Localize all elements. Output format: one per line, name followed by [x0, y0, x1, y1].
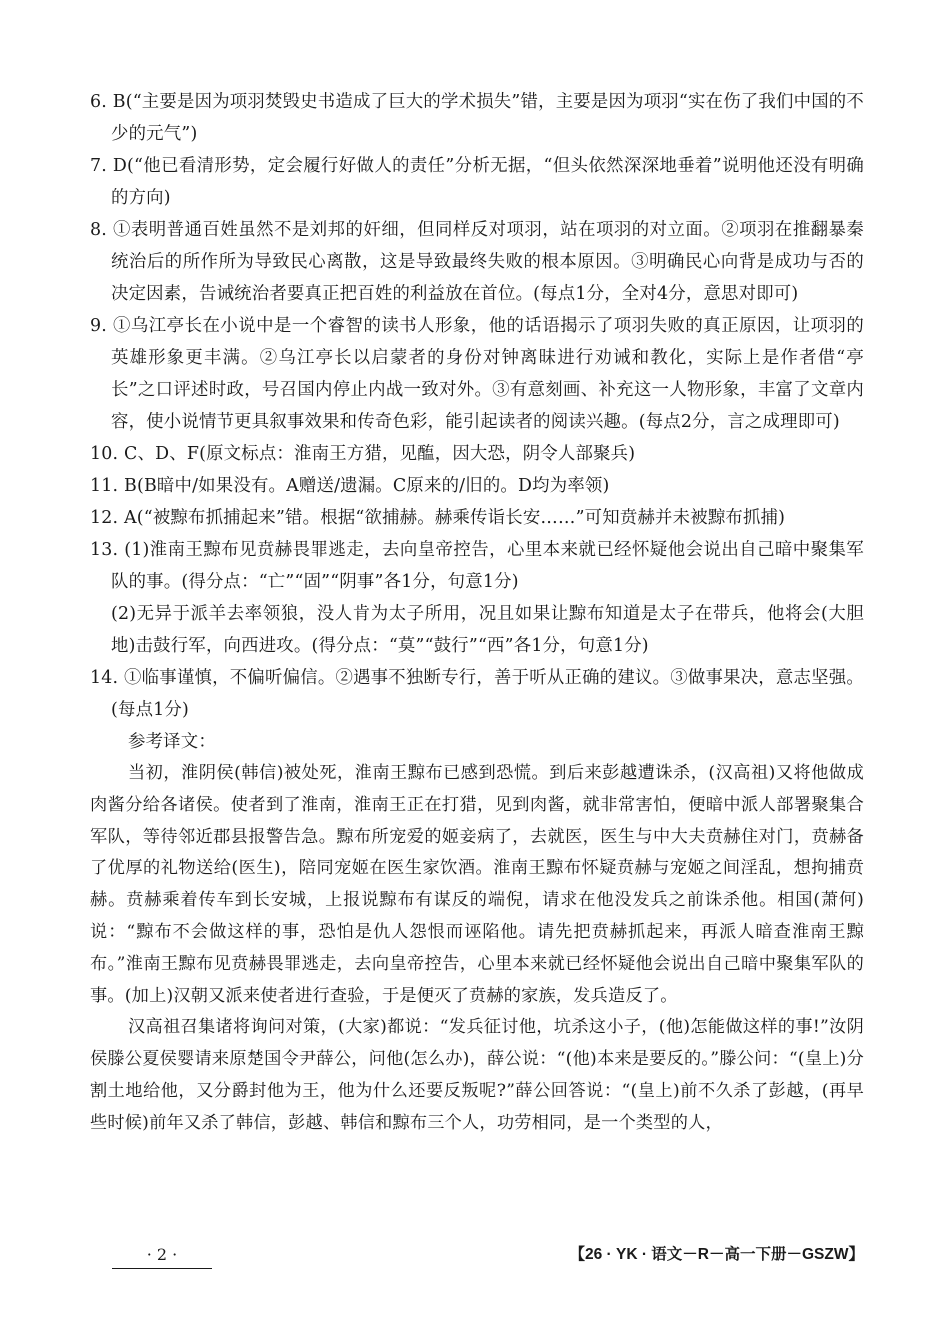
answer-7: 7. D(“他已看清形势，定会履行好做人的责任”分析无据，“但头依然深深地垂着”说明他还没有明确的方向)	[90, 156, 864, 208]
document-code: 【26 · YK · 语文－R－高一下册－GSZW】	[569, 1246, 864, 1263]
answer-10: 10. C、D、F(原文标点：淮南王方猎，见醢，因大恐，阴令人部聚兵)	[90, 444, 636, 464]
answer-13-part-2: (2)无异于派羊去率领狼，没人肯为太子所用，况且如果让黥布知道是太子在带兵，他将会(大胆地)击鼓行军，向西进攻。(得分点：“莫”“鼓行”“西”各1分，句意1分)	[111, 604, 864, 656]
answer-12: 12. A(“被黥布抓捕起来”错。根据“欲捕赫。赫乘传诣长安……”可知贲赫并未被黥布抓捕)	[90, 508, 786, 528]
answer-8: 8. ①表明普通百姓虽然不是刘邦的奸细，但同样反对项羽，站在项羽的对立面。②项羽在推翻暴秦统治后的所作所为导致民心离散，这是导致最终失败的根本原因。③明确民心向背是成功与否的决定因素，告诫统治者要真正把百姓的利益放在首位。(每点1分，全对4分，意思对即可)	[90, 220, 864, 304]
answer-9: 9. ①乌江亭长在小说中是一个睿智的读书人形象，他的话语揭示了项羽失败的真正原因，让项羽的英雄形象更丰满。②乌江亭长以启蒙者的身份对钟离昧进行劝诫和教化，实际上是作者借“亭长”之口评述时政，号召国内停止内战一致对外。③有意刻画、补充这一人物形象，丰富了文章内容，使小说情节更具叙事效果和传奇色彩，能引起读者的阅读兴趣。(每点2分，言之成理即可)	[90, 316, 864, 432]
answer-14: 14. ①临事谨慎，不偏听偏信。②遇事不独断专行，善于听从正确的建议。③做事果决，意志坚强。(每点1分)	[90, 668, 864, 720]
answer-6: 6. B(“主要是因为项羽焚毁史书造成了巨大的学术损失”错，主要是因为项羽“实在伤了我们中国的不少的元气”)	[90, 92, 864, 144]
translation-paragraph-2: 汉高祖召集诸将询问对策，(大家)都说：“发兵征讨他，坑杀这小子，(他)怎能做这样的事!”汝阴侯滕公夏侯婴请来原楚国令尹薛公，问他(怎么办)，薛公说：“(他)本来是要反的。”滕公问：“(皇上)分割土地给他，又分爵封他为王，他为什么还要反叛呢?”薛公回答说：“(皇上)前不久杀了彭越，(再早些时候)前年又杀了韩信，彭越、韩信和黥布三个人，功劳相同，是一个类型的人，	[90, 1017, 864, 1133]
answer-13-part-1: 13. (1)淮南王黥布见贲赫畏罪逃走，去向皇帝控告，心里本来就已经怀疑他会说出自己暗中聚集军队的事。(得分点：“亡”“固”“阴事”各1分，句意1分)	[90, 540, 864, 592]
answer-content	[90, 86, 864, 1140]
translation-paragraph-1: 当初，淮阴侯(韩信)被处死，淮南王黥布已感到恐慌。到后来彭越遭诛杀，(汉高祖)又将他做成肉酱分给各诸侯。使者到了淮南，淮南王正在打猎，见到肉酱，就非常害怕，便暗中派人部署聚集合军队，等待邻近郡县报警告急。黥布所宠爱的姬妾病了，去就医，医生与中大夫贲赫住对门，贲赫备了优厚的礼物送给(医生)，陪同宠姬在医生家饮酒。淮南王黥布怀疑贲赫与宠姬之间淫乱，想拘捕贲赫。贲赫乘着传车到长安城，上报说黥布有谋反的端倪，请求在他没发兵之前诛杀他。相国(萧何)说：“黥布不会做这样的事，恐怕是仇人怨恨而诬陷他。请先把贲赫抓起来，再派人暗查淮南王黥布。”淮南王黥布见贲赫畏罪逃走，去向皇帝控告，心里本来就已经怀疑他会说出自己暗中聚集军队的事。(加上)汉朝又派来使者进行查验，于是便灭了贲赫的家族，发兵造反了。	[90, 763, 864, 1006]
translation-label: 参考译文：	[128, 732, 216, 752]
answer-11: 11. B(B暗中/如果没有。A赠送/遗漏。C原来的/旧的。D均为率领)	[90, 476, 610, 496]
page-number: · 2 ·	[112, 1244, 212, 1269]
